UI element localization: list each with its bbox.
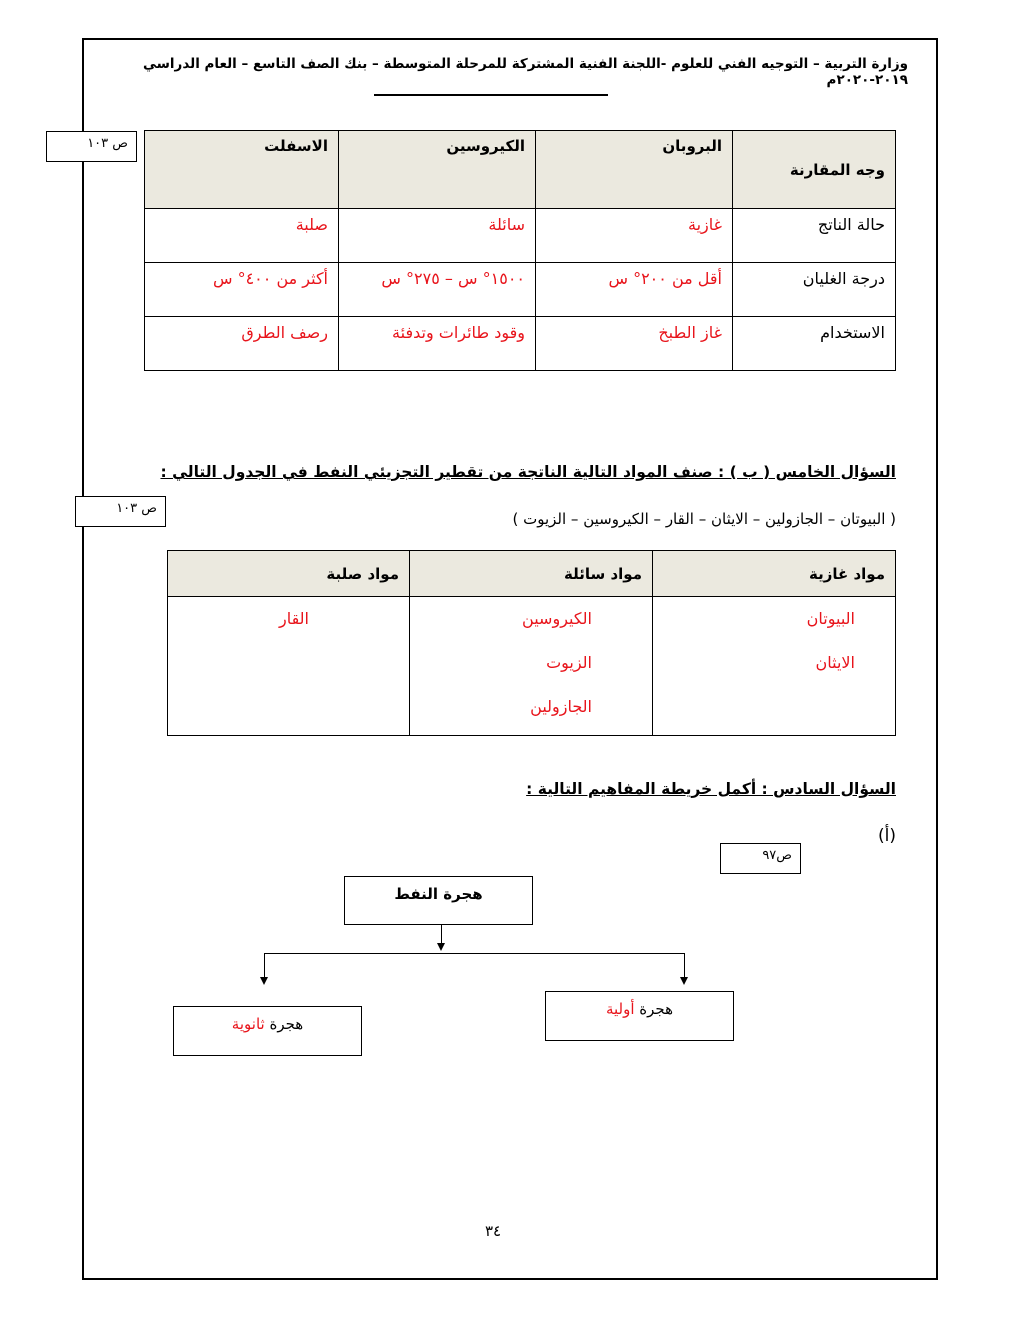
list-item: الزيوت xyxy=(546,653,592,672)
table-row xyxy=(145,263,896,317)
table-header: مواد غازية xyxy=(653,551,896,597)
arrow-down-icon xyxy=(437,943,445,951)
row-label: درجة الغليان xyxy=(733,263,896,317)
gas-cell xyxy=(653,597,896,736)
liquid-cell xyxy=(410,597,653,736)
classification-table xyxy=(167,550,896,736)
table-row xyxy=(168,597,896,736)
concept-root: هجرة النفط xyxy=(344,876,533,925)
table-header: مواد سائلة xyxy=(410,551,653,597)
comparison-table xyxy=(144,130,896,371)
page-header: وزارة التربية – التوجيه الفني للعلوم -اللجنة الفنية المشتركة للمرحلة المتوسطة – بنك الصف التاسع – العام الدراسي ٢٠١٩-٢٠٢٠م xyxy=(143,56,908,88)
solid-cell xyxy=(168,597,410,736)
concept-answer: أولية xyxy=(605,1000,635,1018)
answer-cell: سائلة xyxy=(339,209,536,263)
list-item: الكيروسين xyxy=(522,609,592,628)
table-header-row xyxy=(145,131,896,209)
row-label: الاستخدام xyxy=(733,317,896,371)
list-item: القار xyxy=(278,609,309,628)
header-rule xyxy=(374,94,608,96)
table-header-row xyxy=(168,551,896,597)
answer-cell: رصف الطرق xyxy=(145,317,339,371)
q5b-items: ( البيوتان – الجازولين – الايثان – القار – الكيروسين – الزيوت ) xyxy=(512,510,896,528)
answer-cell: أكثر من ٤٠٠° س xyxy=(145,263,339,317)
page-ref-box: ص ١٠٣ xyxy=(75,496,166,527)
answer-cell: غاز الطبخ xyxy=(536,317,733,371)
connector-line xyxy=(441,925,442,945)
connector-line xyxy=(264,953,684,954)
row-label: حالة الناتج xyxy=(733,209,896,263)
page-ref-box: ص ١٠٣ xyxy=(46,131,137,162)
table-row xyxy=(145,317,896,371)
q6-title: السؤال السادس : أكمل خريطة المفاهيم التالية : xyxy=(526,780,896,798)
arrow-down-icon xyxy=(680,977,688,985)
table-header: البروبان xyxy=(536,131,733,209)
q6-part-label: (أ) xyxy=(878,826,896,846)
concept-right xyxy=(545,991,734,1041)
answer-cell: وقود طائرات وتدفئة xyxy=(339,317,536,371)
list-item: الايثان xyxy=(815,653,855,672)
concept-prefix: هجرة xyxy=(634,1000,674,1018)
table-header: مواد صلبة xyxy=(168,551,410,597)
page-number: ٣٤ xyxy=(484,1222,502,1240)
table-header: وجه المقارنة xyxy=(733,131,896,209)
table-header: الكيروسين xyxy=(339,131,536,209)
answer-cell: أقل من ٢٠٠° س xyxy=(536,263,733,317)
answer-cell: غازية xyxy=(536,209,733,263)
list-item: الجازولين xyxy=(530,697,592,716)
table-row xyxy=(145,209,896,263)
q5b-title: السؤال الخامس ( ب ) : صنف المواد التالية الناتجة من تقطير التجزيئي النفط في الجدول التالي : xyxy=(160,463,896,481)
answer-cell: صلبة xyxy=(145,209,339,263)
concept-answer: ثانوية xyxy=(231,1015,265,1033)
arrow-down-icon xyxy=(260,977,268,985)
page-ref-box: ص٩٧ xyxy=(720,843,801,874)
connector-line xyxy=(264,953,265,978)
answer-cell: ١٥٠٠° س – ٢٧٥° س xyxy=(339,263,536,317)
concept-prefix: هجرة xyxy=(264,1015,304,1033)
list-item: البيوتان xyxy=(806,609,855,628)
connector-line xyxy=(684,953,685,978)
concept-left xyxy=(173,1006,362,1056)
table-header: الاسفلت xyxy=(145,131,339,209)
